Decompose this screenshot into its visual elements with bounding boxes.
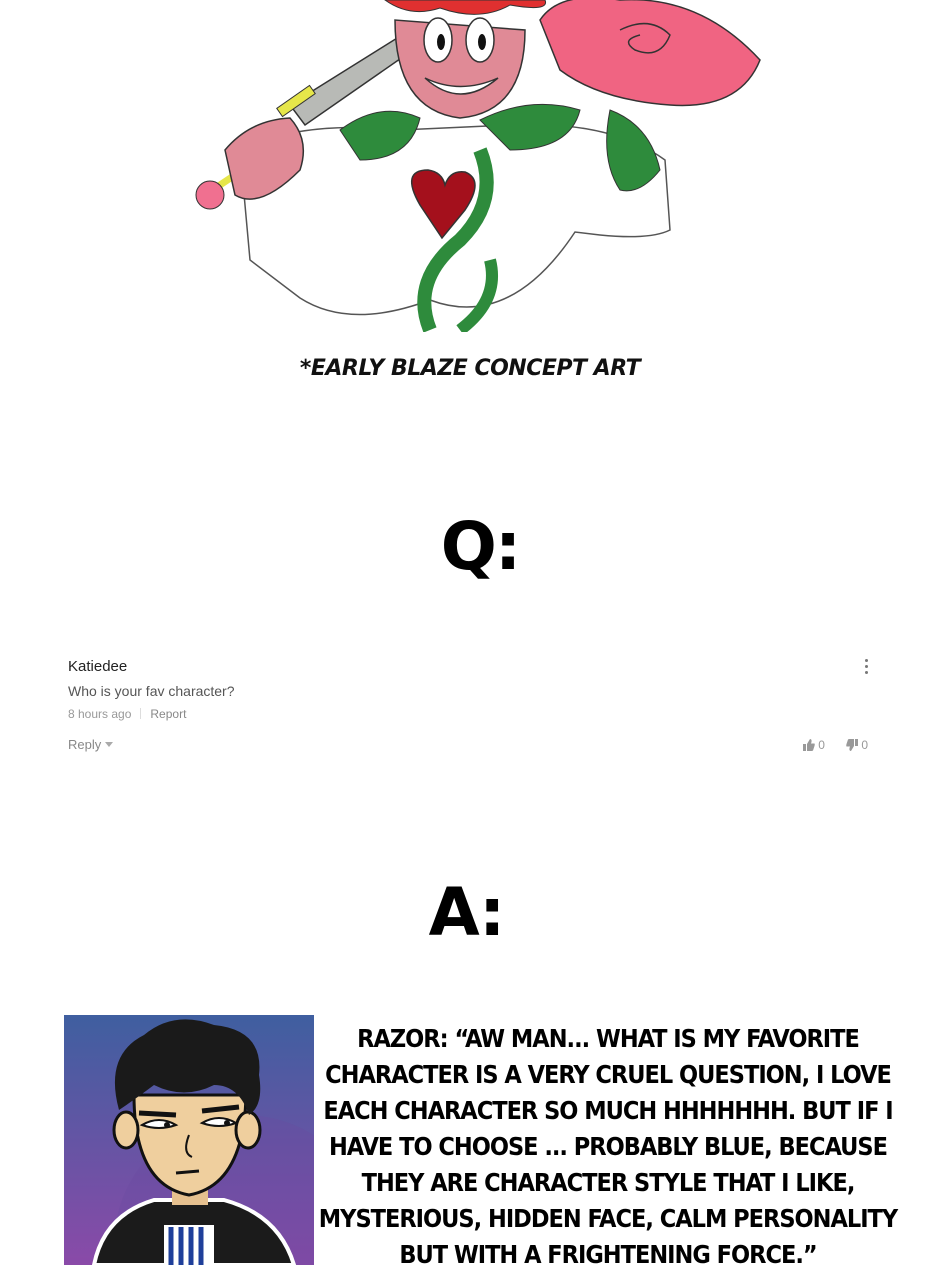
- thumbs-up-icon: [803, 739, 815, 751]
- thumbs-down-icon: [846, 739, 858, 751]
- meta-divider: [140, 708, 141, 719]
- art-caption: *EARLY BLAZE CONCEPT ART: [299, 356, 641, 381]
- more-options-icon[interactable]: [864, 659, 870, 677]
- comment-text: Who is your fav character?: [68, 683, 235, 699]
- razor-avatar: [64, 1015, 314, 1265]
- question-heading: Q:: [440, 508, 520, 585]
- answer-text: RAZOR: “AW MAN... WHAT IS MY FAVORITE CHARACTER IS A VERY CRUEL QUESTION, I LOVE EACH CHARACTER SO MUCH HHHHHHH. BUT IF I HAVE TO CHOOSE ... PROBABLY BLUE, BECAUSE THEY ARE CHARACTER STYLE THAT I LIKE, MYSTERIOUS, HIDDEN FACE, CALM PERSONALITY BUT WITH A FRIGHTENING FORCE.”: [318, 1024, 898, 1269]
- downvote-count: 0: [861, 738, 868, 752]
- reply-button[interactable]: [68, 737, 113, 752]
- comment-meta: [68, 707, 186, 721]
- reply-label: Reply: [68, 737, 102, 752]
- comment-username[interactable]: Katiedee: [68, 658, 128, 675]
- report-link[interactable]: Report: [150, 707, 187, 721]
- vote-controls: [785, 738, 868, 752]
- chevron-down-icon: [105, 742, 113, 747]
- upvote-button[interactable]: [803, 738, 825, 752]
- downvote-button[interactable]: [846, 738, 868, 752]
- comment-time: 8 hours ago: [68, 707, 132, 721]
- answer-heading: A:: [428, 874, 504, 951]
- character-illustration: [180, 0, 780, 332]
- upvote-count: 0: [818, 738, 825, 752]
- comment-card: [68, 656, 874, 766]
